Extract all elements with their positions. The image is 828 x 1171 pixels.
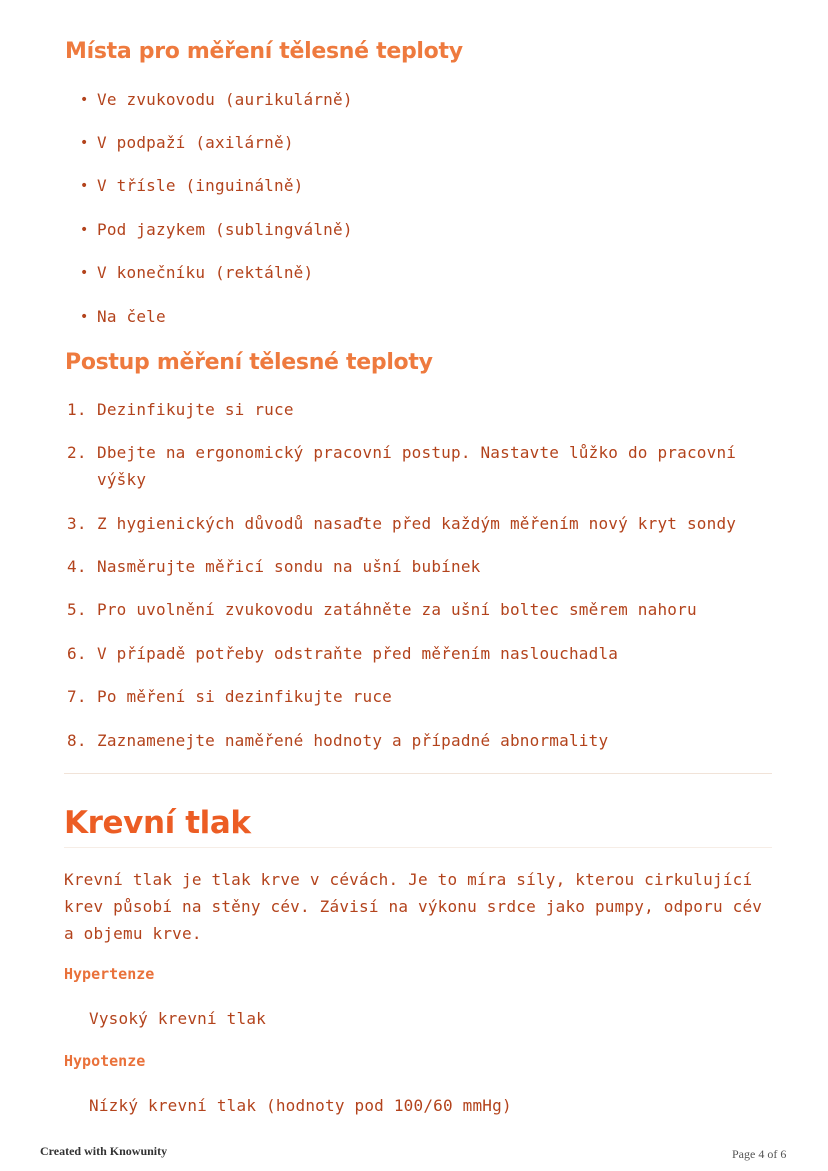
blood-pressure-description: Krevní tlak je tlak krve v cévách. Je to míra síly, kterou cirkulující krev působí na stěny cév. Závisí na výkonu srdce jako pumpy, odporu cév a objemu krve.: [64, 870, 763, 943]
section-heading-measurement-procedure: Postup měření tělesné teploty: [65, 350, 433, 375]
bullet-icon: •: [80, 265, 89, 281]
term-hypotension: Hypotenze: [64, 1052, 146, 1070]
bullet-icon: •: [80, 92, 89, 108]
definition-hypertension: Vysoký krevní tlak: [89, 1009, 266, 1028]
bullet-icon: •: [80, 309, 89, 325]
footer-created-with: Created with Knowunity: [40, 1144, 168, 1158]
bullet-icon: •: [80, 222, 89, 238]
page-title-blood-pressure: Krevní tlak: [64, 805, 251, 841]
section-divider: [64, 773, 772, 774]
section-heading-measurement-sites: Místa pro měření tělesné teploty: [65, 39, 463, 64]
bullet-icon: •: [80, 178, 89, 194]
definition-hypotension: Nízký krevní tlak (hodnoty pod 100/60 mmHg): [89, 1096, 512, 1115]
document-page: Místa pro měření tělesné teploty • Ve zvukovodu (aurikulárně) • V podpaží (axilárně) • V třísle (inguinálně) • Pod jazykem (sublingválně) • V konečníku (rektálně) • Na čele Postup měření tělesné teploty 1. Dezinfikujte si ruce 2. Dbejte na ergonomický pracovní postup. Nastavte lůžko do pracovní výšky 3. Z hygienických důvodů nasaďte před každým měřením nový kryt sondy 4. Nasměrujte měřicí sondu na ušní bubínek 5. Pro uvolnění zvukovodu zatáhněte za ušní boltec směrem nahoru 6. V případě potřeby odstraňte před měřením naslouchadla 7. Po měření si dezinfikujte ruce 8. Zaznamenejte naměřené hodnoty a případné abnormality Krevní tlak Krevní tlak je tlak krve v cévách. Je to míra síly, kterou cirkulující krev působí na stěny cév. Závisí na výkonu srdce jako pumpy, odporu cév a objemu krve. Hypertenze Vysoký krevní tlak Hypotenze Nízký krevní tlak (hodnoty pod 100/60 mmHg) Created with Knowunity Page 4 of 6: [40, 39, 787, 1161]
footer-page-number: Page 4 of 6: [732, 1147, 787, 1161]
heading-underline: [64, 847, 772, 848]
bullet-icon: •: [80, 135, 89, 151]
term-hypertension: Hypertenze: [64, 965, 155, 983]
